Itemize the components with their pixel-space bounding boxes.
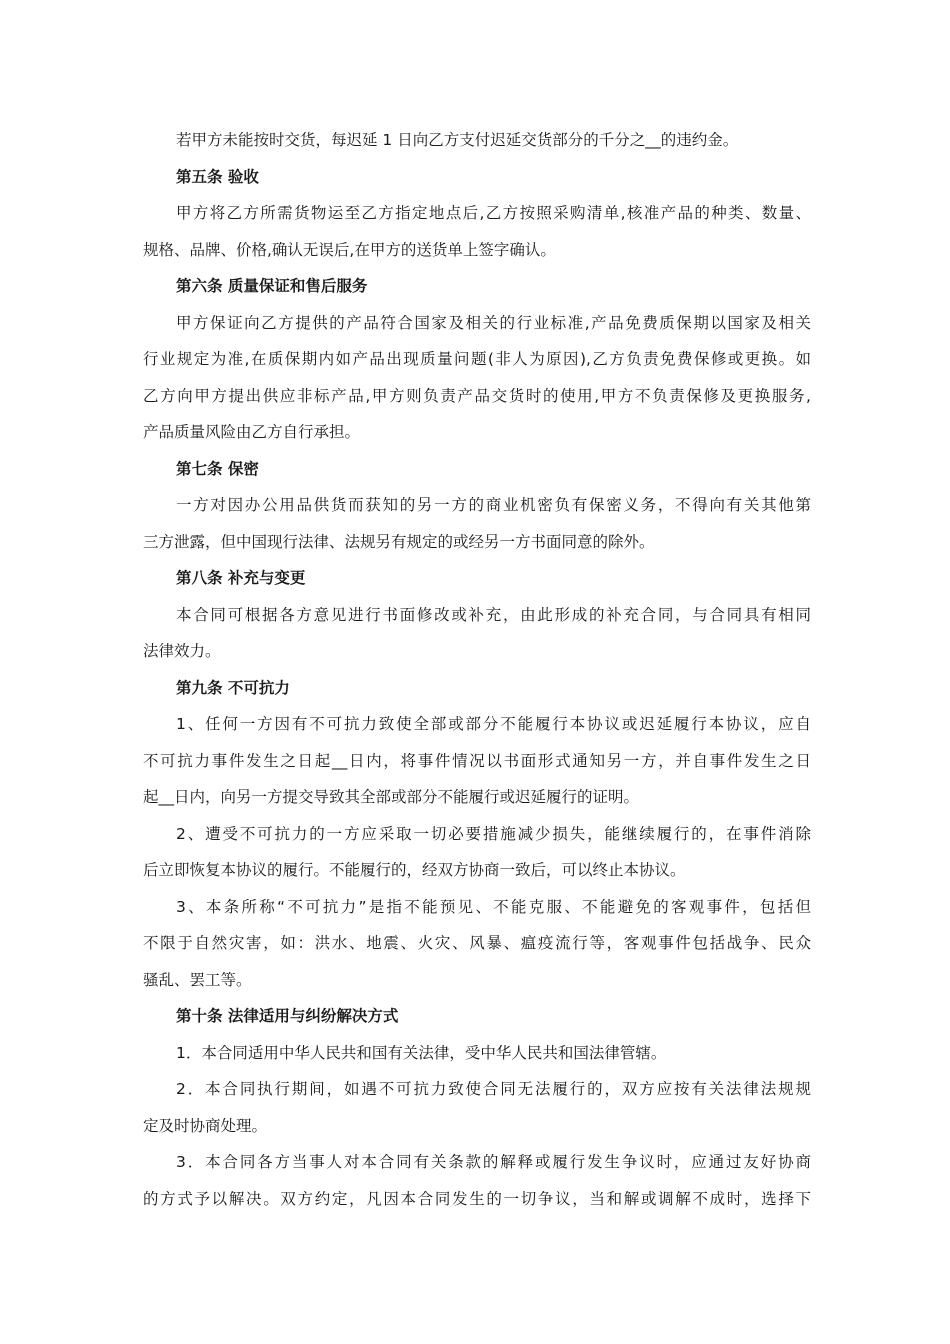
paragraph-line: 不可抗力事件发生之日起__日内，将事件情况以书面形式通知另一方，并自事件发生之日 <box>143 751 811 770</box>
paragraph-line: 骚乱、罢工等。 <box>143 970 252 989</box>
paragraph-line: 的方式予以解决。双方约定，凡因本合同发生的一切争议，当和解或调解不成时，选择下 <box>143 1189 811 1208</box>
paragraph-line: 规格、品牌、价格,确认无误后,在甲方的送货单上签字确认。 <box>143 240 556 259</box>
paragraph-line: 一方对因办公用品供货而获知的另一方的商业机密负有保密义务，不得向有关其他第 <box>176 496 811 514</box>
paragraph-line: 3．本合同各方当事人对本合同有关条款的解释或履行发生争议时，应通过友好协商 <box>176 1153 811 1171</box>
paragraph-line: 甲方将乙方所需货物运至乙方指定地点后,乙方按照采购清单,核准产品的种类、数量、 <box>176 204 811 222</box>
paragraph-line: 1．本合同适用中华人民共和国有关法律，受中华人民共和国法律管辖。 <box>176 1043 667 1062</box>
article-8-heading: 第八条 补充与变更 <box>176 569 306 587</box>
paragraph-line: 乙方向甲方提出供应非标产品,甲方则负责产品交货时的使用,甲方不负责保修及更换服务, <box>143 386 811 405</box>
paragraph-line: 不限于自然灾害，如：洪水、地震、火灾、风暴、瘟疫流行等，客观事件包括战争、民众 <box>143 934 811 952</box>
paragraph-line: 定及时协商处理。 <box>143 1116 268 1135</box>
paragraph-line: 本合同可根据各方意见进行书面修改或补充，由此形成的补充合同，与合同具有相同 <box>176 605 811 624</box>
article-9-heading: 第九条 不可抗力 <box>176 678 290 697</box>
paragraph-line: 2、遭受不可抗力的一方应采取一切必要措施减少损失，能继续履行的，在事件消除 <box>176 824 811 843</box>
paragraph-line: 甲方保证向乙方提供的产品符合国家及相关的行业标准,产品免费质保期以国家及相关 <box>176 313 811 332</box>
paragraph-line: 2．本合同执行期间，如遇不可抗力致使合同无法履行的，双方应按有关法律法规规 <box>176 1080 811 1098</box>
paragraph-line: 若甲方未能按时交货，每迟延 1 日向乙方支付迟延交货部分的千分之__的违约金。 <box>176 131 739 149</box>
paragraph-line: 行业规定为准,在质保期内如产品出现质量问题(非人为原因),乙方负责免费保修或更换。如 <box>143 350 811 368</box>
article-10-heading: 第十条 法律适用与纠纷解决方式 <box>176 1007 399 1025</box>
contract-text <box>143 122 811 1217</box>
paragraph-line: 3、本条所称“不可抗力”是指不能预见、不能克服、不能避免的客观事件，包括但 <box>176 897 811 916</box>
article-5-heading: 第五条 验收 <box>176 167 259 186</box>
paragraph-line: 产品质量风险由乙方自行承担。 <box>143 423 361 441</box>
paragraph-line: 后立即恢复本协议的履行。不能履行的，经双方协商一致后，可以终止本协议。 <box>143 861 686 879</box>
paragraph-line: 起__日内，向另一方提交导致其全部或部分不能履行或迟延履行的证明。 <box>143 788 640 806</box>
paragraph-line: 三方泄露，但中国现行法律、法规另有规定的或经另一方书面同意的除外。 <box>143 532 655 551</box>
paragraph-line: 法律效力。 <box>143 642 221 660</box>
article-6-heading: 第六条 质量保证和售后服务 <box>176 277 368 295</box>
paragraph-line: 1、任何一方因有不可抗力致使全部或部分不能履行本协议或迟延履行本协议，应自 <box>176 715 811 733</box>
article-7-heading: 第七条 保密 <box>176 459 259 478</box>
